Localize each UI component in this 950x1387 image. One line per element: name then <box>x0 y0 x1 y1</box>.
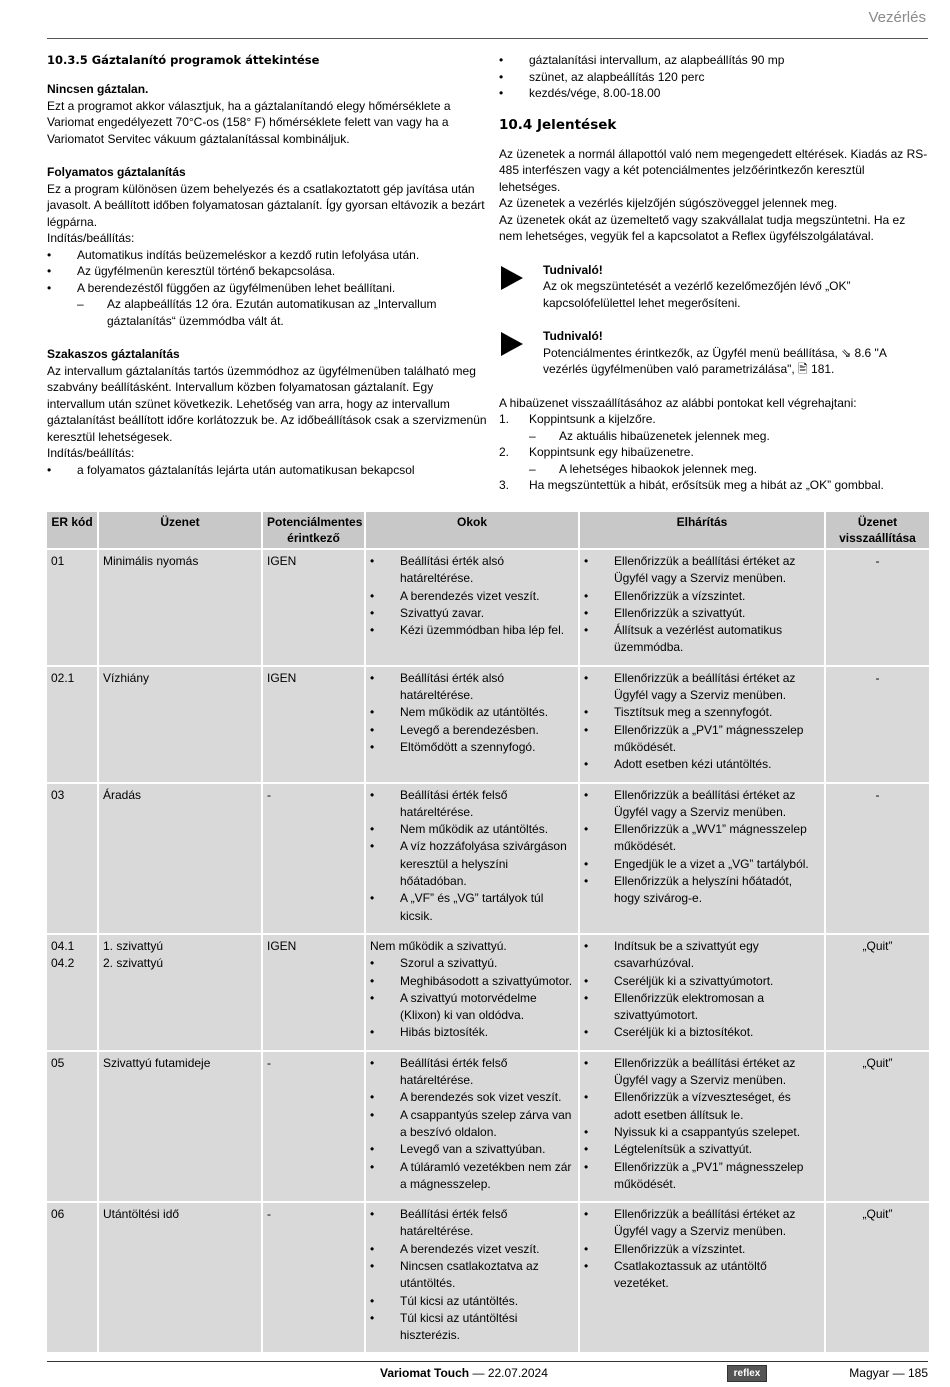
message-cell: Szivattyú futamideje <box>99 1052 261 1201</box>
note-text: Potenciálmentes érintkezők, az Ügyfél menü beállítása, ⇘ 8.6 "A vezérlés ügyfélmenüben való parametrizálása", 🖹 181. <box>543 345 887 376</box>
cause-item: • Hibás biztosíték. <box>370 1024 574 1041</box>
cause-item: • A víz hozzáfolyása szivárgáson keresztül a helyszíni hőátadóban. <box>370 838 574 890</box>
note-title: Tudnivaló! <box>543 329 603 343</box>
section-title-messages: 10.4 Jelentések <box>499 116 617 133</box>
remedy-item: • Ellenőrizzük a „PV1” mágnesszelep működését. <box>584 722 820 757</box>
cause-item: • A berendezés vizet veszít. <box>370 588 574 605</box>
remedy-item: • Ellenőrizzük a vízveszteséget, és adott esetben állítsuk le. <box>584 1089 820 1124</box>
interval-heading: Szakaszos gáztalanítás <box>47 347 180 361</box>
reset-cell: - <box>826 667 929 782</box>
remedy-item: • Ellenőrizzük a helyszíni hőátadót, hogy szivárog-e. <box>584 873 820 908</box>
step-subitem: – Az aktuális hibaüzenetek jelennek meg. <box>499 428 929 445</box>
error-code-cell: 04.1 04.2 <box>47 935 97 1050</box>
message-cell: Vízhiány <box>99 667 261 782</box>
remedy-item: • Ellenőrizzük a vízszintet. <box>584 1241 820 1258</box>
remedy-item: • Ellenőrizzük a „PV1” mágnesszelep működését. <box>584 1159 820 1194</box>
remedy-item: • Ellenőrizzük a beállítási értéket az Ügyfél vagy a Szerviz menüben. <box>584 787 820 822</box>
note-text: Az ok megszüntetését a vezérlő kezelőmezőjén lévő „OK” kapcsolófelülettel lehet megerősíteni. <box>543 279 851 310</box>
cause-item: • A túláramló vezetékben nem zár a mágnesszelep. <box>370 1159 574 1194</box>
list-item: • kezdés/vége, 8.00-18.00 <box>499 85 929 102</box>
reset-steps <box>499 411 929 494</box>
error-table <box>45 510 931 1354</box>
messages-paragraph: Az üzenetek a vezérlés kijelzőjén súgószöveggel jelennek meg. <box>499 196 838 210</box>
column-header: Üzenet visszaállítása <box>826 512 929 548</box>
contact-cell: - <box>263 784 364 933</box>
causes-cell <box>366 667 578 782</box>
contact-cell: - <box>263 1052 364 1201</box>
remedy-item: • Állítsuk a vezérlést automatikus üzemmódba. <box>584 622 820 657</box>
list-item: • Automatikus indítás beüzemeléskor a kezdő rutin lefolyása után. <box>47 247 487 264</box>
error-code-cell: 06 <box>47 1203 97 1352</box>
continuous-text: Ez a program különösen üzem behelyezés és a csatlakoztatott gép javítása után javasolt. A beállított időben folyamatosan gáztalanít. Így gyorsan eltávozik a bezárt légpárna. <box>47 181 485 229</box>
list-item: • Az ügyfélmenün keresztül történő bekapcsolása. <box>47 263 487 280</box>
cause-item: • A csappantyús szelep zárva van a beszívó oldalon. <box>370 1107 574 1142</box>
page-header <box>0 0 950 40</box>
continuous-start-label: Indítás/beállítás: <box>47 231 135 245</box>
footer-rule <box>47 1361 928 1362</box>
cause-item: • Nem működik az utántöltés. <box>370 821 574 838</box>
causes-cell <box>366 1203 578 1352</box>
cause-item: • Beállítási érték alsó határeltérése. <box>370 553 574 588</box>
continuous-sublist <box>47 296 487 329</box>
error-code-cell: 03 <box>47 784 97 933</box>
cause-item: • Beállítási érték felső határeltérése. <box>370 1055 574 1090</box>
column-header: Potenciálmentes érintkező <box>263 512 364 548</box>
left-column <box>47 52 487 478</box>
list-item: • a folyamatos gáztalanítás lejárta után automatikusan bekapcsol <box>47 462 487 479</box>
cause-item: • Nem működik az utántöltés. <box>370 704 574 721</box>
remedy-cell <box>580 1203 824 1352</box>
list-item: • szünet, az alapbeállítás 120 perc <box>499 69 929 86</box>
cause-item: • Eltömődött a szennyfogó. <box>370 739 574 756</box>
right-column <box>499 52 929 494</box>
remedy-item: • Nyissuk ki a csappantyús szelepet. <box>584 1124 820 1141</box>
reset-cell: „Quit” <box>826 935 929 1050</box>
interval-list <box>47 462 487 479</box>
section-title-degas: 10.3.5 Gáztalanító programok áttekintése <box>47 53 320 67</box>
note-title: Tudnivaló! <box>543 262 603 277</box>
remedy-item: • Cseréljük ki a biztosítékot. <box>584 1024 820 1041</box>
note-arrow-icon <box>501 332 523 356</box>
remedy-item: • Tisztítsuk meg a szennyfogót. <box>584 704 820 721</box>
error-code-cell: 02.1 <box>47 667 97 782</box>
header-title: Vezérlés <box>868 9 926 26</box>
remedy-item: • Ellenőrizzük a beállítási értéket az Ügyfél vagy a Szerviz menüben. <box>584 670 820 705</box>
cause-item: • Túl kicsi az utántöltési hiszterézis. <box>370 1310 574 1345</box>
remedy-item: • Ellenőrizzük a „WV1” mágnesszelep működését. <box>584 821 820 856</box>
cause-item: • Szorul a szivattyú. <box>370 955 574 972</box>
cause-item: • A szivattyú motorvédelme (Klixon) ki van oldódva. <box>370 990 574 1025</box>
footer-page-number: Magyar — 185 <box>849 1366 928 1380</box>
reset-cell: - <box>826 784 929 933</box>
remedy-item: • Indítsuk be a szivattyút egy csavarhúzóval. <box>584 938 820 973</box>
table-row <box>47 935 929 1050</box>
list-subitem: – Az alapbeállítás 12 óra. Ezután automatikusan az „Intervallum gáztalanítás“ üzemmódba vált át. <box>47 296 487 329</box>
reset-intro: A hibaüzenet visszaállításához az alábbi pontokat kell végrehajtani: <box>499 395 857 410</box>
causes-cell <box>366 1052 578 1201</box>
cause-item: • A „VF” és „VG” tartályok túl kicsik. <box>370 890 574 925</box>
error-code-cell: 05 <box>47 1052 97 1201</box>
cause-item: • Kézi üzemmódban hiba lép fel. <box>370 622 574 639</box>
column-header: ER kód <box>47 512 97 548</box>
messages-paragraph: Az üzenetek a normál állapottól való nem megengedett eltérések. Kiadás az RS-485 interfészen vagy a két potenciálmentes jelzőérintkezőn keresztül lehetséges. <box>499 146 928 194</box>
message-cell: 1. szivattyú 2. szivattyú <box>99 935 261 1050</box>
table-row <box>47 784 929 933</box>
cause-item: • Beállítási érték felső határeltérése. <box>370 787 574 822</box>
table-header-row <box>47 512 929 548</box>
cause-item: • Beállítási érték alsó határeltérése. <box>370 670 574 705</box>
table-row <box>47 1203 929 1352</box>
header-rule <box>47 38 928 39</box>
note-box <box>499 328 929 378</box>
remedy-cell <box>580 550 824 665</box>
cause-item: • Beállítási érték felső határeltérése. <box>370 1206 574 1241</box>
remedy-item: • Cseréljük ki a szivattyúmotort. <box>584 973 820 990</box>
footer-document: Variomat Touch — 22.07.2024 <box>380 1366 548 1380</box>
cause-item: • Levegő van a szivattyúban. <box>370 1141 574 1158</box>
message-cell: Utántöltési idő <box>99 1203 261 1352</box>
contact-cell: IGEN <box>263 935 364 1050</box>
remedy-item: • Ellenőrizzük elektromosan a szivattyúmotort. <box>584 990 820 1025</box>
note-box <box>499 262 929 312</box>
remedy-cell <box>580 935 824 1050</box>
causes-cell <box>366 784 578 933</box>
interval-text: Az intervallum gáztalanítás tartós üzemmódhoz az ügyfélmenüben található meg szabvány beállításként. Intervallum közben folyamatosan gáztalanít. Egy intervallum után szünet következik. Lehetőség van arra, hogy az intervallum gáztalanítást beállított időre korlátozzuk be. Az időbeállítások csak a szervizmenün keresztül lehetségesek. <box>47 363 487 444</box>
remedy-item: • Ellenőrizzük a beállítási értéket az Ügyfél vagy a Szerviz menüben. <box>584 553 820 588</box>
table-row <box>47 1052 929 1201</box>
step-subitem: – A lehetséges hibaokok jelennek meg. <box>499 461 929 478</box>
cause-item: • Levegő a berendezésben. <box>370 722 574 739</box>
remedy-item: • Ellenőrizzük a beállítási értéket az Ügyfél vagy a Szerviz menüben. <box>584 1206 820 1241</box>
note-arrow-icon <box>501 266 523 290</box>
reflex-logo: reflex <box>727 1365 767 1382</box>
reset-cell: „Quit” <box>826 1203 929 1352</box>
message-cell: Áradás <box>99 784 261 933</box>
remedy-item: • Ellenőrizzük a vízszintet. <box>584 588 820 605</box>
step-item: 2. Koppintsunk egy hibaüzenetre. <box>499 445 694 459</box>
list-item: • gáztalanítási intervallum, az alapbeállítás 90 mp <box>499 52 929 69</box>
contact-cell: IGEN <box>263 667 364 782</box>
cause-item: • Szivattyú zavar. <box>370 605 574 622</box>
remedy-item: • Engedjük le a vizet a „VG” tartályból. <box>584 856 820 873</box>
error-code-cell: 01 <box>47 550 97 665</box>
remedy-cell <box>580 784 824 933</box>
interval-start-label: Indítás/beállítás: <box>47 446 135 460</box>
contact-cell: - <box>263 1203 364 1352</box>
column-header: Okok <box>366 512 578 548</box>
no-degas-text: Ezt a programot akkor választjuk, ha a gáztalanítandó elegy hőmérséklete a Variomat engedélyezett 70°C-os (158° F) hőmérséklete felett van vagy ha a Variomatot Servitec vákuum gáztalanítással kombináljuk. <box>47 98 451 146</box>
remedy-item: • Adott esetben kézi utántöltés. <box>584 756 820 773</box>
causes-cell <box>366 550 578 665</box>
table-row <box>47 550 929 665</box>
remedy-item: • Légtelenítsük a szivattyút. <box>584 1141 820 1158</box>
continuous-heading: Folyamatos gáztalanítás <box>47 165 186 179</box>
remedy-cell <box>580 667 824 782</box>
table-row <box>47 667 929 782</box>
no-degas-heading: Nincsen gáztalan. <box>47 82 149 96</box>
cause-item: • Túl kicsi az utántöltés. <box>370 1293 574 1310</box>
continuous-list <box>47 247 487 297</box>
column-header: Üzenet <box>99 512 261 548</box>
page-footer <box>0 1355 950 1387</box>
cause-item: • Nincsen csatlakoztatva az utántöltés. <box>370 1258 574 1293</box>
step-item: 1. Koppintsunk a kijelzőre. <box>499 412 656 426</box>
remedy-item: • Csatlakoztassuk az utántöltő vezetéket. <box>584 1258 820 1293</box>
list-item: • A berendezéstől függően az ügyfélmenüben lehet beállítani. <box>47 280 487 297</box>
remedy-item: • Ellenőrizzük a szivattyút. <box>584 605 820 622</box>
interval-settings-list <box>499 52 929 102</box>
column-header: Elhárítás <box>580 512 824 548</box>
contact-cell: IGEN <box>263 550 364 665</box>
messages-paragraph: Az üzenetek okát az üzemeltető vagy szakvállalat tudja megszüntetni. Ha ez nem lehetséges, vegyük fel a kapcsolatot a Reflex ügyfélszolgálatával. <box>499 212 906 243</box>
step-item: 3. Ha megszüntettük a hibát, erősítsük meg a hibát az „OK” gombbal. <box>499 478 884 492</box>
message-cell: Minimális nyomás <box>99 550 261 665</box>
remedy-cell <box>580 1052 824 1201</box>
reset-cell: - <box>826 550 929 665</box>
remedy-item: • Ellenőrizzük a beállítási értéket az Ügyfél vagy a Szerviz menüben. <box>584 1055 820 1090</box>
cause-item: • A berendezés vizet veszít. <box>370 1241 574 1258</box>
causes-cell <box>366 935 578 1050</box>
cause-item: • A berendezés sok vizet veszít. <box>370 1089 574 1106</box>
reset-cell: „Quit” <box>826 1052 929 1201</box>
cause-intro: Nem működik a szivattyú. <box>370 938 507 953</box>
cause-item: • Meghibásodott a szivattyúmotor. <box>370 973 574 990</box>
